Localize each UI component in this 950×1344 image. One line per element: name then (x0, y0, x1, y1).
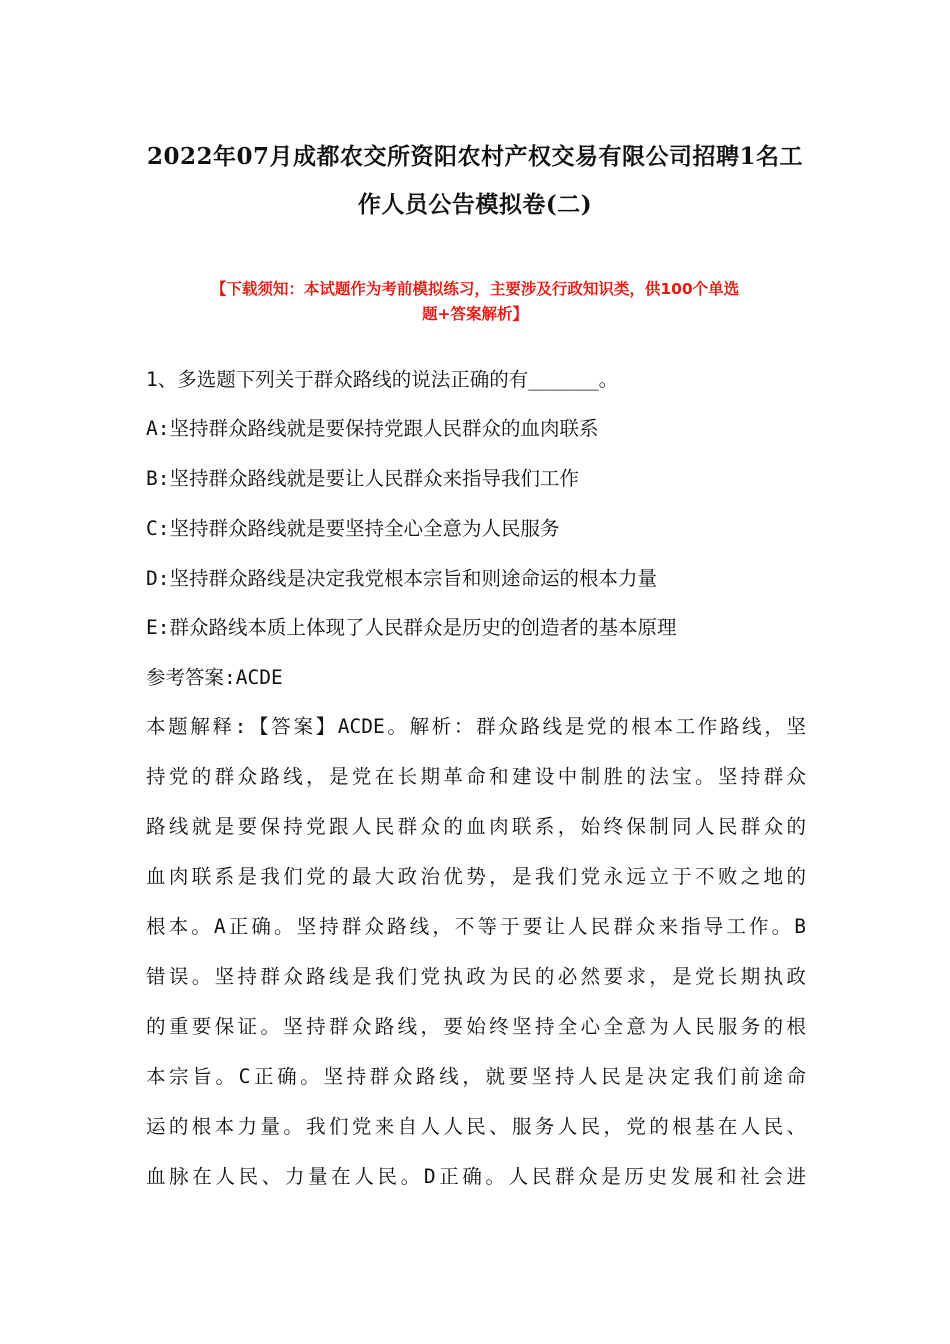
explanation-line: 的重要保证。坚持群众路线，要始终坚持全心全意为人民服务的根 (146, 1015, 806, 1038)
explanation-line: 运的根本力量。我们党来自人人民、服务人民，党的根基在人民、 (146, 1115, 806, 1138)
download-notice-line-2: 题+答案解析】 (422, 305, 528, 323)
explanation-line: 本题解释:【答案】ACDE。解析：群众路线是党的根本工作路线，坚 (146, 715, 806, 738)
reference-answer: 参考答案:ACDE (146, 666, 283, 689)
explanation-line: 持党的群众路线，是党在长期革命和建设中制胜的法宝。坚持群众 (146, 765, 806, 788)
option-b: B:坚持群众路线就是要让人民群众来指导我们工作 (146, 467, 579, 490)
option-c: C:坚持群众路线就是要坚持全心全意为人民服务 (146, 517, 560, 540)
explanation-line: 本宗旨。C正确。坚持群众路线，就要坚持人民是决定我们前途命 (146, 1065, 806, 1088)
explanation-line: 血肉联系是我们党的最大政治优势，是我们党永远立于不败之地的 (146, 865, 806, 888)
explanation-line: 路线就是要保持党跟人民群众的血肉联系，始终保制同人民群众的 (146, 815, 806, 838)
question-stem: 1、多选题下列关于群众路线的说法正确的有______。 (146, 368, 619, 391)
document-title-line-2: 作人员公告模拟卷(二) (357, 191, 593, 218)
explanation-line: 根本。A正确。坚持群众路线，不等于要让人民群众来指导工作。B (146, 915, 806, 938)
option-a: A:坚持群众路线就是要保持党跟人民群众的血肉联系 (146, 417, 599, 440)
explanation-line: 错误。坚持群众路线是我们党执政为民的必然要求，是党长期执政 (146, 965, 806, 988)
explanation-line: 血脉在人民、力量在人民。D正确。人民群众是历史发展和社会进 (146, 1165, 806, 1188)
document-title-line-1: 2022年07月成都农交所资阳农村产权交易有限公司招聘1名工 (146, 143, 804, 170)
option-e: E:群众路线本质上体现了人民群众是历史的创造者的基本原理 (146, 616, 677, 639)
download-notice-line-1: 【下载须知：本试题作为考前模拟练习，主要涉及行政知识类，供100个单选 (210, 280, 740, 298)
option-d: D:坚持群众路线是决定我党根本宗旨和则途命运的根本力量 (146, 567, 657, 590)
